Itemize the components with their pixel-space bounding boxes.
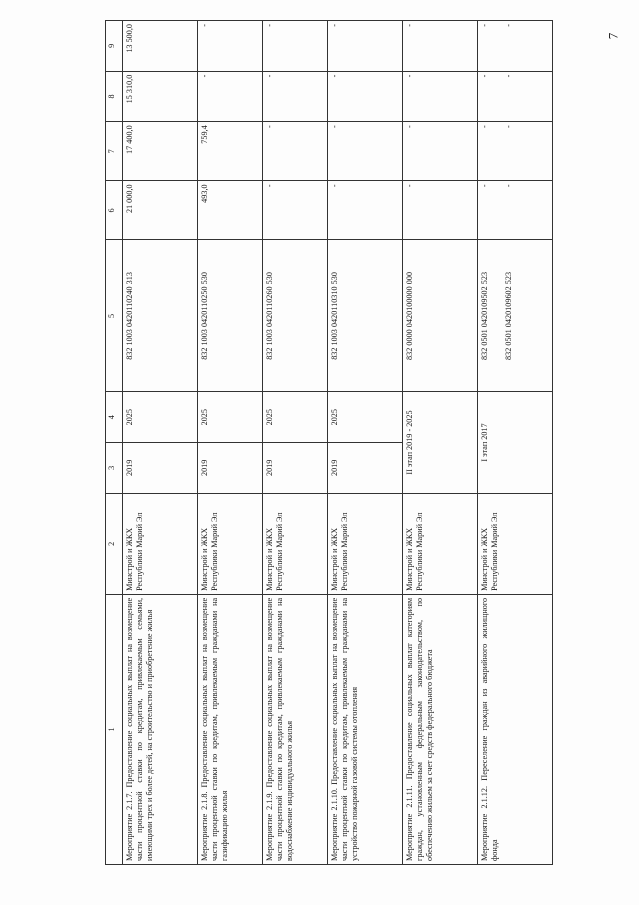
budget-code-cell — [478, 240, 553, 392]
value-line: - — [504, 74, 513, 78]
table-row — [123, 21, 198, 865]
value-line: - — [504, 24, 513, 27]
rotated-table-container — [105, 20, 630, 865]
table-row — [328, 21, 403, 865]
start-year-cell: 2019 — [123, 443, 198, 494]
col-header-1: 1 — [106, 594, 123, 864]
value-cell: - — [328, 122, 403, 181]
value-cell: 15 310,0 — [123, 71, 198, 122]
value-line: - — [504, 125, 513, 129]
executor-cell: Минстрой и ЖКХ Республики Марий Эл — [328, 493, 403, 594]
measure-cell: Мероприятие 2.1.7. Предоставление социальных выплат на возмещение части процентной ставки по кредитам, привлекаемым семьями, имеющими трех и более детей, на строительство и приобретение жилья — [123, 594, 198, 864]
col-header-6: 6 — [106, 181, 123, 240]
col-header-4: 4 — [106, 392, 123, 443]
measure-cell: Мероприятие 2.1.12. Переселение граждан из аварийного жилищного фонда — [478, 594, 553, 864]
period-cell: II этап 2019 - 2025 — [403, 392, 478, 493]
table-row — [263, 21, 328, 865]
value-cell: - — [403, 71, 478, 122]
value-cell: - — [263, 122, 328, 181]
value-line: - — [504, 184, 513, 188]
measure-cell: Мероприятие 2.1.8. Предоставление социальных выплат на возмещение части процентной ставки по кредитам, привлекаемым гражданами на газификацию жилья — [198, 594, 263, 864]
col-header-3: 3 — [106, 443, 123, 494]
value-cell: - — [198, 21, 263, 72]
budget-code-cell: 832 0000 0420100000 000 — [403, 240, 478, 392]
budget-code-line: 832 0501 0420109602 523 — [504, 271, 513, 360]
value-line: - — [480, 74, 489, 78]
budget-code-cell: 832 1003 0420110310 530 — [328, 240, 403, 392]
value-cell — [478, 122, 553, 181]
value-cell: - — [403, 21, 478, 72]
measure-cell: Мероприятие 2.1.10. Предоставление социальных выплат на возмещение части процентной ставки по кредитам, привлекаемым гражданами на устройство пожарной газовой системы отопления — [328, 594, 403, 864]
budget-table — [105, 20, 553, 865]
executor-cell: Минстрой и ЖКХ Республики Марий Эл — [403, 493, 478, 594]
value-cell: 17 400,0 — [123, 122, 198, 181]
value-line: - — [480, 125, 489, 129]
measure-cell: Мероприятие 2.1.11. Предоставление социальных выплат категориям граждан, установленным федеральным законодательством, по обеспечению жильем за счет средств федерального бюджета — [403, 594, 478, 864]
start-year-cell: 2019 — [198, 443, 263, 494]
value-cell: 13 500,0 — [123, 21, 198, 72]
table-row — [478, 21, 553, 865]
value-cell: - — [263, 71, 328, 122]
value-cell: 493,0 — [198, 181, 263, 240]
executor-cell: Минстрой и ЖКХ Республики Марий Эл — [263, 493, 328, 594]
header-row — [106, 21, 123, 865]
value-cell: 21 000,0 — [123, 181, 198, 240]
executor-cell: Минстрой и ЖКХ Республики Марий Эл — [123, 493, 198, 594]
period-cell: I этап 2017 — [478, 392, 553, 493]
value-cell: - — [328, 181, 403, 240]
value-cell: - — [403, 181, 478, 240]
end-year-cell: 2025 — [123, 392, 198, 443]
value-line: - — [480, 184, 489, 188]
table-row — [403, 21, 478, 865]
col-header-8: 8 — [106, 71, 123, 122]
executor-cell: Минстрой и ЖКХ Республики Марий Эл — [478, 493, 553, 594]
value-cell: - — [328, 21, 403, 72]
value-cell — [478, 71, 553, 122]
budget-code-cell: 832 1003 0420110260 530 — [263, 240, 328, 392]
col-header-9: 9 — [106, 21, 123, 72]
page-number: 7 — [605, 32, 621, 40]
col-header-2: 2 — [106, 493, 123, 594]
table-row — [198, 21, 263, 865]
value-cell: - — [198, 71, 263, 122]
start-year-cell: 2019 — [328, 443, 403, 494]
start-year-cell: 2019 — [263, 443, 328, 494]
value-cell: 759,4 — [198, 122, 263, 181]
end-year-cell: 2025 — [263, 392, 328, 443]
value-cell: - — [403, 122, 478, 181]
value-cell — [478, 21, 553, 72]
end-year-cell: 2025 — [328, 392, 403, 443]
budget-code-cell: 832 1003 0420110240 313 — [123, 240, 198, 392]
budget-code-line: 832 0501 0420109502 523 — [480, 271, 489, 360]
measure-cell: Мероприятие 2.1.9. Предоставление социальных выплат на возмещение части процентной ставки по кредитам, привлекаемым гражданами на водоснабжение индивидуального жилья — [263, 594, 328, 864]
executor-cell: Минстрой и ЖКХ Республики Марий Эл — [198, 493, 263, 594]
col-header-5: 5 — [106, 240, 123, 392]
value-cell — [478, 181, 553, 240]
value-line: - — [480, 24, 489, 27]
value-cell: - — [263, 181, 328, 240]
budget-code-cell: 832 1003 0420110250 530 — [198, 240, 263, 392]
value-cell: - — [328, 71, 403, 122]
col-header-7: 7 — [106, 122, 123, 181]
end-year-cell: 2025 — [198, 392, 263, 443]
value-cell: - — [263, 21, 328, 72]
